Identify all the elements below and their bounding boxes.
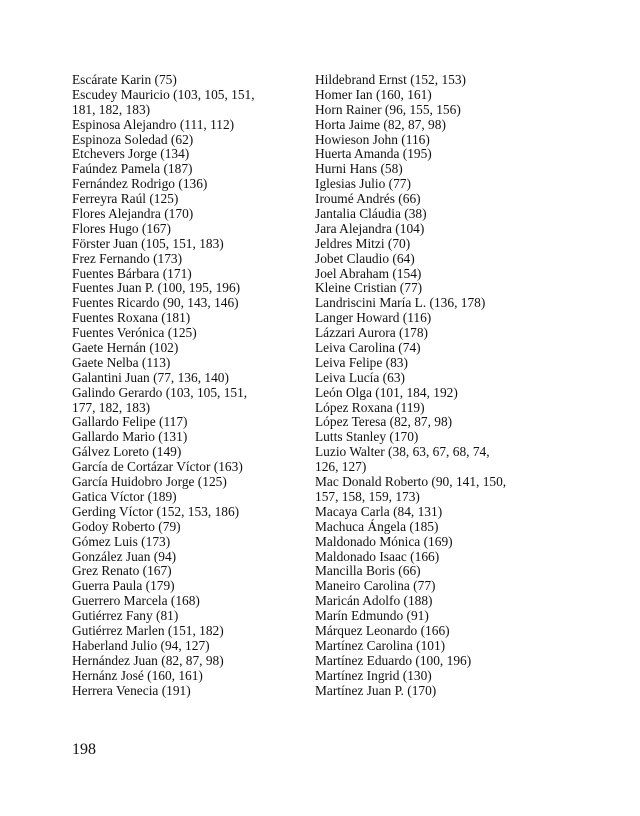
index-entry-line: García de Cortázar Víctor (163) bbox=[72, 459, 243, 475]
index-entry-line: Maldonado Mónica (169) bbox=[315, 533, 453, 549]
index-entry-line: Hernánz José (160, 161) bbox=[72, 667, 203, 683]
index-entry-line: Fuentes Ricardo (90, 143, 146) bbox=[72, 295, 239, 311]
index-entry-line: Horta Jaime (82, 87, 98) bbox=[315, 116, 446, 132]
index-entry-line: Fernández Rodrigo (136) bbox=[72, 176, 208, 192]
index-entry-line: Galindo Gerardo (103, 105, 151, bbox=[72, 384, 248, 400]
index-entry-line: Martínez Juan P. (170) bbox=[315, 682, 437, 698]
index-entry-line: Maricán Adolfo (188) bbox=[315, 593, 433, 609]
index-entry-line: Flores Hugo (167) bbox=[72, 220, 171, 236]
index-entry-line: Huerta Amanda (195) bbox=[315, 146, 432, 162]
index-entry-line: Gerding Víctor (152, 153, 186) bbox=[72, 503, 240, 519]
index-entry-line: Fuentes Bárbara (171) bbox=[72, 265, 192, 281]
index-entry-line: Gutiérrez Fany (81) bbox=[72, 608, 179, 624]
index-entry-line: Gallardo Mario (131) bbox=[72, 429, 188, 445]
index-entry-line: Fuentes Juan P. (100, 195, 196) bbox=[72, 280, 241, 296]
index-entry-line: López Teresa (82, 87, 98) bbox=[315, 414, 453, 430]
index-entry-line: Márquez Leonardo (166) bbox=[315, 622, 450, 638]
index-entry-line: Förster Juan (105, 151, 183) bbox=[72, 235, 224, 251]
index-entry-line: Fuentes Roxana (181) bbox=[72, 310, 191, 326]
index-entry-line: García Huidobro Jorge (125) bbox=[72, 474, 227, 490]
index-entry-line: Iroumé Andrés (66) bbox=[315, 191, 421, 207]
index-entry-line: Leiva Lucía (63) bbox=[315, 369, 405, 385]
index-entry-line: Gutiérrez Marlen (151, 182) bbox=[72, 622, 224, 638]
index-entry-line: Escárate Karin (75) bbox=[72, 72, 177, 87]
index-entry-line: Guerrero Marcela (168) bbox=[72, 593, 200, 609]
index-entry-line: Haberland Julio (94, 127) bbox=[72, 637, 210, 653]
index-entry-line: Hernández Juan (82, 87, 98) bbox=[72, 652, 224, 668]
index-entry-line: Guerra Paula (179) bbox=[72, 578, 175, 594]
index-entry-line: Espinoza Soledad (62) bbox=[72, 131, 194, 147]
index-entry-line: Leiva Felipe (83) bbox=[315, 354, 408, 370]
index-entry-line: 126, 127) bbox=[315, 459, 367, 475]
index-entry-line: Escudey Mauricio (103, 105, 151, bbox=[72, 86, 255, 102]
index-entry-line: Maldonado Isaac (166) bbox=[315, 548, 440, 564]
index-entry-line: Gaete Nelba (113) bbox=[72, 354, 171, 370]
index-entry-line: Espinosa Alejandro (111, 112) bbox=[72, 116, 235, 132]
index-entry-line: González Juan (94) bbox=[72, 548, 177, 564]
index-entry-line: Etchevers Jorge (134) bbox=[72, 146, 190, 162]
index-entry-line: Gaete Hernán (102) bbox=[72, 340, 179, 356]
index-entry-line: Maneiro Carolina (77) bbox=[315, 578, 436, 594]
index-entry-line: Leiva Carolina (74) bbox=[315, 340, 421, 356]
index-entry-line: Machuca Ángela (185) bbox=[315, 518, 439, 534]
index-entry-line: Galantini Juan (77, 136, 140) bbox=[72, 369, 229, 385]
index-entry-line: Fuentes Verónica (125) bbox=[72, 325, 197, 341]
index-entry-line: Homer Ian (160, 161) bbox=[315, 86, 432, 102]
index-entry-line: Godoy Roberto (79) bbox=[72, 518, 181, 534]
index-entry-line: Landriscini María L. (136, 178) bbox=[315, 295, 486, 311]
index-entry-line: Howieson John (116) bbox=[315, 131, 430, 147]
index-entry-line: Gómez Luis (173) bbox=[72, 533, 171, 549]
index-entry-line: Mancilla Boris (66) bbox=[315, 563, 421, 579]
index-entry-line: Faúndez Pamela (187) bbox=[72, 161, 193, 177]
index-entry-line: Mac Donald Roberto (90, 141, 150, bbox=[315, 474, 507, 490]
index-entry-line: Langer Howard (116) bbox=[315, 310, 432, 326]
index-entry-line: 177, 182, 183) bbox=[72, 399, 151, 415]
index-entry-line: Martínez Eduardo (100, 196) bbox=[315, 652, 472, 668]
index-entry-line: Hurni Hans (58) bbox=[315, 161, 403, 177]
index-entry-line: Gálvez Loreto (149) bbox=[72, 444, 182, 460]
index-entry-line: Martínez Carolina (101) bbox=[315, 637, 446, 653]
index-entry-line: Herrera Venecia (191) bbox=[72, 682, 191, 698]
index-entry-line: Joel Abraham (154) bbox=[315, 265, 422, 281]
index-entry-line: Lázzari Aurora (178) bbox=[315, 325, 429, 341]
index-entry-line: Luzio Walter (38, 63, 67, 68, 74, bbox=[315, 444, 490, 460]
index-column-right bbox=[315, 73, 535, 698]
index-entry-line: Jeldres Mitzi (70) bbox=[315, 235, 411, 251]
index-entry-line: Ferreyra Raúl (125) bbox=[72, 191, 179, 207]
index-entry-line: Marín Edmundo (91) bbox=[315, 608, 429, 624]
index-entry-line: Jantalia Cláudia (38) bbox=[315, 206, 427, 222]
index-entry-line: Lutts Stanley (170) bbox=[315, 429, 419, 445]
index-entry-line: Horn Rainer (96, 155, 156) bbox=[315, 101, 461, 117]
index-entry-line: Jobet Claudio (64) bbox=[315, 250, 415, 266]
index-entry-line: Kleine Cristian (77) bbox=[315, 280, 423, 296]
index-entry-line: Grez Renato (167) bbox=[72, 563, 172, 579]
index-entry-line: León Olga (101, 184, 192) bbox=[315, 384, 458, 400]
index-column-left bbox=[72, 73, 292, 698]
index-entry-line: Gallardo Felipe (117) bbox=[72, 414, 188, 430]
index-entry-line: Macaya Carla (84, 131) bbox=[315, 503, 443, 519]
page-number: 198 bbox=[72, 741, 96, 758]
index-entry-line: 181, 182, 183) bbox=[72, 101, 151, 117]
index-entry-line: Frez Fernando (173) bbox=[72, 250, 183, 266]
index-entry-line: Flores Alejandra (170) bbox=[72, 206, 194, 222]
index-entry-line: López Roxana (119) bbox=[315, 399, 425, 415]
index-entry-line: Gatica Víctor (189) bbox=[72, 488, 177, 504]
index-entry-line: Jara Alejandra (104) bbox=[315, 220, 425, 236]
index-entry-line: Martínez Ingrid (130) bbox=[315, 667, 432, 683]
index-entry-line: Iglesias Julio (77) bbox=[315, 176, 411, 192]
index-entry-line: 157, 158, 159, 173) bbox=[315, 488, 420, 504]
index-entry-line: Hildebrand Ernst (152, 153) bbox=[315, 72, 466, 87]
